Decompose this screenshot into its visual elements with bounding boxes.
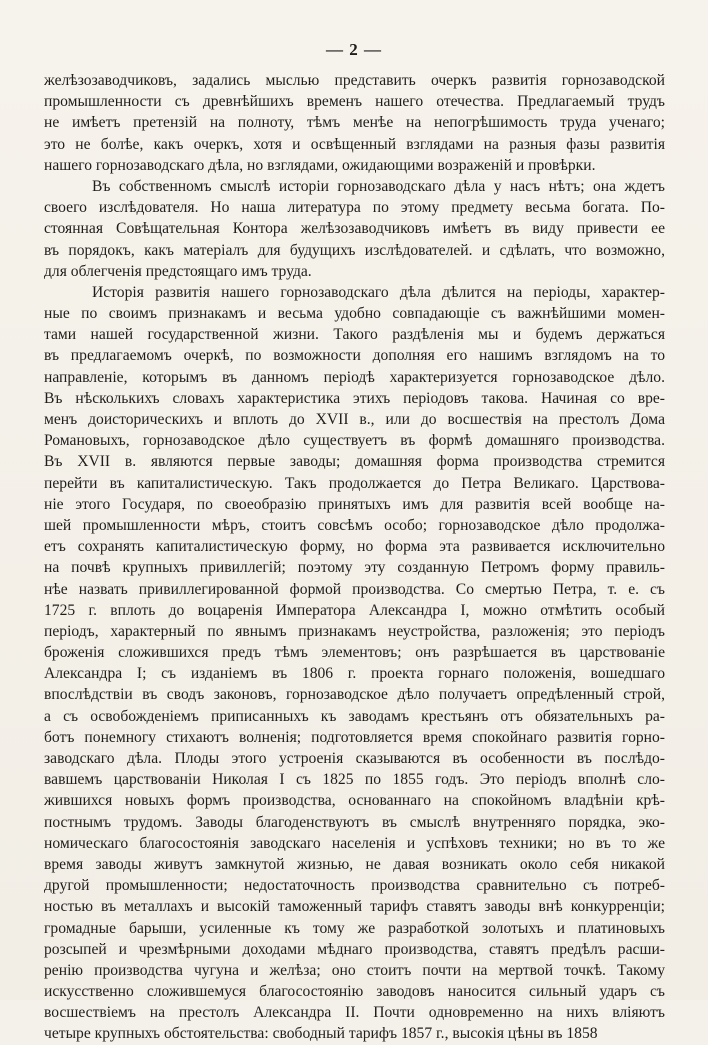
text-line: броженія сложившихся предъ тѣмъ элементовъ; онъ разрѣшается въ царствованіе: [44, 644, 665, 662]
text-line: 1725 г. вплоть до воцаренія Императора Александра I, можно отмѣтить особый: [44, 601, 665, 619]
text-line: заводскаго дѣла. Плоды этого устроенія сказываются въ особенности въ послѣдо-: [44, 750, 665, 767]
text-line: восшествіемъ на престолъ Александра II. Почти одновременно на нихъ вліяютъ: [44, 1004, 665, 1022]
text-line: это не болѣе, какъ очеркъ, хотя и освѣщенный взглядами на разныя фазы развитія: [44, 135, 665, 153]
text-line: четыре крупныхъ обстоятельства: свободный тарифъ 1857 г., высокія цѣны въ 1858: [44, 1025, 598, 1043]
text-line: а съ освобожденіемъ приписанныхъ къ заводамъ крестьянъ отъ обязательныхъ ра-: [44, 707, 665, 725]
text-line: ніе этого Государя, по своеобразію принятыхъ имъ для развитія всей вообще на-: [44, 495, 665, 513]
text-line: жившихся новыхъ формъ производства, основаннаго на спокойномъ владѣніи крѣ-: [44, 792, 665, 810]
text-line: не имѣетъ претензій на полноту, тѣмъ менѣе на непогрѣшимость труда ученаго;: [44, 114, 665, 132]
text-line: Въ нѣсколькихъ словахъ характеристика этихъ періодовъ такова. Начиная со вре-: [44, 389, 665, 407]
text-line: на почвѣ крупныхъ привиллегій; поэтому эту созданную Петромъ форму правиль-: [44, 559, 665, 577]
text-line: стоянная Совѣщательная Контора желѣзозаводчиковъ имѣетъ въ виду привести ее: [44, 220, 665, 238]
text-line: ренію производства чугуна и желѣза; оно стоитъ почти на мертвой точкѣ. Такому: [44, 961, 665, 979]
text-line: своего изслѣдователя. Но наша литература по этому предмету весьма богата. По-: [44, 199, 665, 217]
text-line: перейти въ капиталистическую. Такъ продолжается до Петра Великаго. Царствова-: [44, 474, 665, 492]
text-line: громадные барыши, усиленные къ тому же разработкой золотыхъ и платиновыхъ: [44, 919, 665, 937]
text-line: Въ собственномъ смыслѣ исторіи горнозаводскаго дѣла у насъ нѣтъ; она ждетъ: [92, 177, 665, 195]
text-line: вавшемъ царствованіи Николая I съ 1825 по 1855 годъ. Это періодъ вполнѣ сло-: [44, 771, 665, 789]
text-line: желѣзозаводчиковъ, задались мыслью представить очеркъ развитія горнозаводской: [44, 72, 665, 89]
text-line: Въ XVII в. являются первые заводы; домашняя форма производства стремится: [44, 453, 665, 471]
text-line: для облегченія предстоящаго имъ труда.: [44, 262, 312, 280]
text-line: нѣе назвать привиллегированной формой производства. Со смертью Петра, т. е. съ: [44, 580, 665, 598]
text-line: номическаго благосостоянія заводскаго населенія и успѣховъ техники; но въ то же: [44, 834, 665, 852]
text-line: въ предлагаемомъ очеркѣ, по возможности дополняя его нашимъ взглядомъ на то: [44, 347, 665, 365]
text-line: въ порядокъ, какъ матеріалъ для будущихъ изслѣдователей. и сдѣлать, что возможно,: [44, 241, 665, 259]
text-line: шей промышленности мѣръ, стоитъ совсѣмъ особо; горнозаводское дѣло продолжа-: [44, 516, 665, 534]
text-line: Исторія развитія нашего горнозаводскаго дѣла дѣлится на періоды, характер-: [92, 283, 665, 301]
paragraph: [44, 70, 665, 176]
text-line: искусственно сложившемуся благосостоянію заводовъ наносится сильный ударъ съ: [44, 983, 665, 1001]
text-line: Романовыхъ, горнозаводское дѣло существуетъ въ формѣ домашняго производства.: [44, 432, 665, 450]
text-line: промышленности съ древнѣйшихъ временъ нашего отечества. Предлагаемый трудъ: [44, 93, 665, 111]
text-line: другой промышленности; недостаточность производства сравнительно съ потреб-: [44, 877, 665, 895]
page-number: — 2 —: [326, 40, 382, 59]
paragraph: [44, 176, 665, 282]
text-line: направленіе, которымъ въ данномъ періодѣ характеризуется горнозаводское дѣло.: [44, 368, 665, 386]
text-line: впослѣдствіи въ сводъ законовъ, горнозаводское дѣло получаетъ опредѣленный строй,: [44, 686, 665, 704]
paragraph: [44, 282, 665, 1045]
text-line: етъ сохранять капиталистическую форму, но форма эта развивается исключительно: [44, 538, 665, 556]
text-line: нашего горнозаводскаго дѣла, но взглядами, ожидающими возраженій и провѣрки.: [44, 156, 596, 174]
text-line: ностью въ металлахъ и высокій таможенный тарифъ ставятъ заводы внѣ конкурренціи;: [44, 898, 665, 916]
body-text: [44, 70, 665, 1045]
text-line: тами нашей государственной жизни. Такого раздѣленія мы и будемъ держаться: [44, 326, 665, 344]
text-line: ные по своимъ признакамъ и весьма удобно совпадающіе съ важнѣйшими момен-: [44, 305, 665, 323]
text-line: время заводы живутъ замкнутой жизнью, не давая возникать около себя никакой: [44, 855, 665, 873]
text-line: періодъ, характерный по явнымъ признакамъ неустройства, разложенія; это періодъ: [44, 622, 665, 640]
text-line: постнымъ трудомъ. Заводы благоденствуютъ въ смыслѣ внутренняго порядка, эко-: [44, 813, 665, 831]
text-line: ботъ понемногу стихаютъ волненія; подготовляется время спокойнаго развитія горно-: [44, 728, 665, 746]
text-line: Александра I; съ изданіемъ въ 1806 г. проекта горнаго положенія, вошедшаго: [44, 665, 665, 683]
text-line: менъ доисторическихъ и вплоть до XVII в., или до восшествія на престолъ Дома: [44, 411, 665, 428]
text-line: розсыпей и чрезмѣрными доходами мѣднаго производства, ставятъ предѣлъ расши-: [44, 940, 665, 958]
